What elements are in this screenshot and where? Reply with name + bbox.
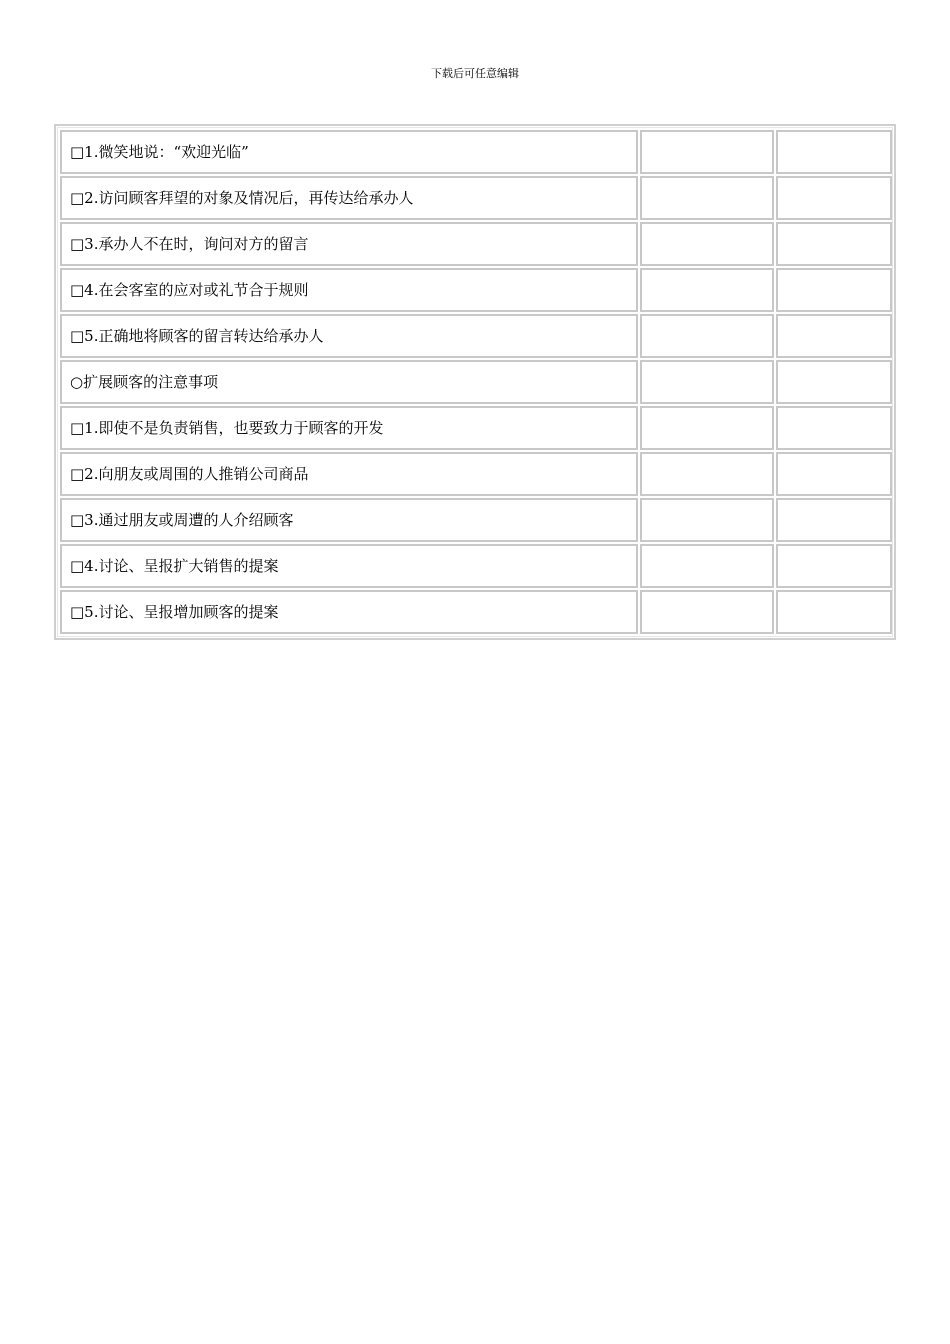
mark-cell-1[interactable] [640,268,774,312]
table-row [60,130,892,174]
mark-cell-1[interactable] [640,176,774,220]
mark-cell-1[interactable] [640,590,774,634]
mark-cell-1[interactable] [640,314,774,358]
checklist-item: □5.讨论、呈报增加顾客的提案 [60,590,638,634]
table-row [60,452,892,496]
checklist-item: □4.讨论、呈报扩大销售的提案 [60,544,638,588]
mark-cell-1[interactable] [640,406,774,450]
mark-cell-1[interactable] [640,544,774,588]
mark-cell-2[interactable] [776,314,892,358]
mark-cell-2[interactable] [776,222,892,266]
mark-cell-1[interactable] [640,222,774,266]
checklist-item: □1.即使不是负责销售，也要致力于顾客的开发 [60,406,638,450]
mark-cell-2[interactable] [776,498,892,542]
mark-cell-2[interactable] [776,360,892,404]
checklist-item: □2.访问顾客拜望的对象及情况后，再传达给承办人 [60,176,638,220]
mark-cell-2[interactable] [776,268,892,312]
table-row [60,406,892,450]
table-row [60,544,892,588]
mark-cell-1[interactable] [640,452,774,496]
table-row [60,268,892,312]
table-row [60,314,892,358]
checklist-item: □2.向朋友或周围的人推销公司商品 [60,452,638,496]
mark-cell-2[interactable] [776,590,892,634]
mark-cell-2[interactable] [776,406,892,450]
mark-cell-2[interactable] [776,176,892,220]
checklist-item: □3.承办人不在时，询问对方的留言 [60,222,638,266]
table-row [60,590,892,634]
table-row-section-heading [60,360,892,404]
checklist-item: □3.通过朋友或周遭的人介绍顾客 [60,498,638,542]
checklist-item: □5.正确地将顾客的留言转达给承办人 [60,314,638,358]
mark-cell-2[interactable] [776,452,892,496]
page-header-note: 下载后可任意编辑 [431,67,519,80]
checklist-item: □1.微笑地说：“欢迎光临” [60,130,638,174]
table-row [60,498,892,542]
checklist-table [54,124,896,640]
checklist-grid [58,128,894,636]
mark-cell-1[interactable] [640,130,774,174]
table-row [60,222,892,266]
mark-cell-2[interactable] [776,130,892,174]
mark-cell-1[interactable] [640,360,774,404]
mark-cell-2[interactable] [776,544,892,588]
section-heading: ○扩展顾客的注意事项 [60,360,638,404]
table-row [60,176,892,220]
checklist-item: □4.在会客室的应对或礼节合于规则 [60,268,638,312]
mark-cell-1[interactable] [640,498,774,542]
